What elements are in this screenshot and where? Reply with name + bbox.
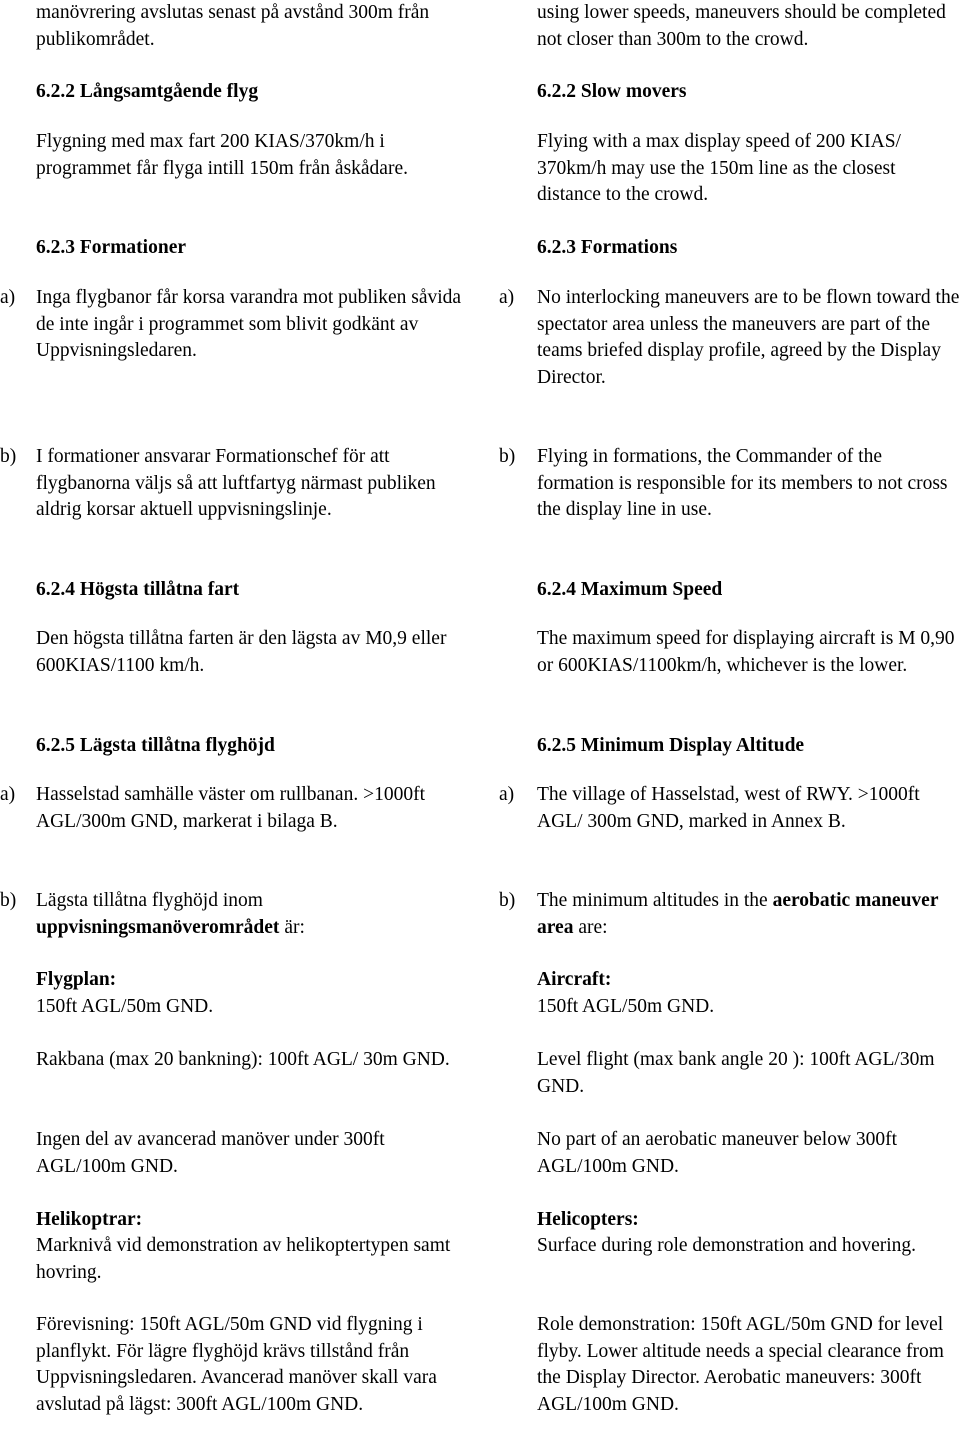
list-marker: b) <box>499 890 516 911</box>
list-item-text: I formationer ansvarar Formationschef för att flygbanorna väljs så att luftfartyg närmast publiken aldrig korsar aktuell uppvisningslinje. <box>36 446 436 521</box>
list-item-text: Flying in formations, the Commander of the formation is responsible for its members to not cross the display line in use. <box>537 446 948 521</box>
sv-aircraft-heading: Flygplan: <box>36 969 117 990</box>
en-aerobatic-limit: No part of an aerobatic maneuver below 300ft AGL/100m GND. <box>537 1129 898 1177</box>
en-para-6-2-4: The maximum speed for displaying aircraft is M 0,90 or 600KIAS/1100km/h, whichever is the lower. <box>537 628 955 676</box>
list-marker: b) <box>0 890 17 911</box>
en-list-item-a-6-2-5 <box>499 782 960 835</box>
en-list-item-b-6-2-5 <box>499 888 960 941</box>
sv-helicopter-heading: Helikoptrar: <box>36 1209 143 1230</box>
sv-list-item-b-6-2-5 <box>0 888 466 941</box>
en-demonstration-text: Role demonstration: 150ft AGL/50m GND for level flyby. Lower altitude needs a special clearance from the Display Director. Aerobatic maneuvers: 300ft AGL/100m GND. <box>537 1314 944 1415</box>
en-list-item-a-6-2-3 <box>499 285 960 391</box>
list-marker: a) <box>0 784 16 805</box>
list-item-text: Lägsta tillåtna flyghöjd inom uppvisningsmanöverområdet är: <box>36 890 305 938</box>
en-para-6-2-2: Flying with a max display speed of 200 KIAS/ 370km/h may use the 150m line as the closest distance to the crowd. <box>537 131 901 206</box>
en-helicopter-heading: Helicopters: <box>537 1209 639 1230</box>
sv-heading-6-2-4: 6.2.4 Högsta tillåtna fart <box>36 579 240 600</box>
sv-intro: manövrering avslutas senast på avstånd 300m från publikområdet. <box>36 2 430 50</box>
sv-demonstration-text: Förevisning: 150ft AGL/50m GND vid flygning i planflykt. För lägre flyghöjd krävs tillstånd från Uppvisningsledaren. Avancerad manöver skall vara avslutad på lägst: 300ft AGL/100m GND. <box>36 1314 437 1415</box>
list-marker: a) <box>499 784 515 805</box>
en-aircraft-heading: Aircraft: <box>537 969 612 990</box>
list-item-text: The village of Hasselstad, west of RWY. >1000ft AGL/ 300m GND, marked in Annex B. <box>537 784 920 832</box>
en-heading-6-2-4: 6.2.4 Maximum Speed <box>537 579 723 600</box>
sv-heading-6-2-5: 6.2.5 Lägsta tillåtna flyghöjd <box>36 735 275 756</box>
list-marker: a) <box>499 287 515 308</box>
en-list-item-b-6-2-3 <box>499 444 960 524</box>
en-helicopter-text: Surface during role demonstration and hovering. <box>537 1235 917 1256</box>
sv-list-item-b-6-2-3 <box>0 444 466 524</box>
en-intro: using lower speeds, maneuvers should be completed not closer than 300m to the crowd. <box>537 2 946 50</box>
list-marker: b) <box>499 446 516 467</box>
list-marker: b) <box>0 446 17 467</box>
en-heading-6-2-3: 6.2.3 Formations <box>537 237 678 258</box>
emphasis-term: uppvisningsmanöverområdet <box>36 916 280 938</box>
list-item-text: Inga flygbanor får korsa varandra mot publiken såvida de inte ingår i programmet som blivit godkänt av Uppvisningsledaren. <box>36 287 462 362</box>
sv-list-item-a-6-2-3 <box>0 285 466 365</box>
sv-heading-6-2-2: 6.2.2 Långsamtgående flyg <box>36 81 259 102</box>
sv-helicopter-text: Marknivå vid demonstration av helikoptertypen samt hovring. <box>36 1235 451 1283</box>
sv-para-6-2-2: Flygning med max fart 200 KIAS/370km/h i programmet får flyga intill 150m från åskådare. <box>36 131 408 179</box>
sv-level-flight: Rakbana (max 20 bankning): 100ft AGL/ 30m GND. <box>36 1049 450 1070</box>
en-level-flight: Level flight (max bank angle 20 ): 100ft AGL/30m GND. <box>537 1049 935 1097</box>
sv-para-6-2-4: Den högsta tillåtna farten är den lägsta av M0,9 eller 600KIAS/1100 km/h. <box>36 628 447 676</box>
sv-aerobatic-limit: Ingen del av avancerad manöver under 300ft AGL/100m GND. <box>36 1129 385 1177</box>
list-item-text: Hasselstad samhälle väster om rullbanan. >1000ft AGL/300m GND, markerat i bilaga B. <box>36 784 425 832</box>
sv-aircraft-altitude: 150ft AGL/50m GND. <box>36 996 214 1017</box>
en-aircraft-altitude: 150ft AGL/50m GND. <box>537 996 715 1017</box>
en-heading-6-2-2: 6.2.2 Slow movers <box>537 81 687 102</box>
emphasis-term: aerobatic maneuver area <box>537 890 939 938</box>
list-item-text: No interlocking maneuvers are to be flown toward the spectator area unless the maneuvers are part of the teams briefed display profile, agreed by the Display Director. <box>537 287 960 388</box>
list-marker: a) <box>0 287 16 308</box>
en-heading-6-2-5: 6.2.5 Minimum Display Altitude <box>537 735 805 756</box>
sv-heading-6-2-3: 6.2.3 Formationer <box>36 237 187 258</box>
list-item-text: The minimum altitudes in the aerobatic maneuver area are: <box>537 890 939 938</box>
sv-list-item-a-6-2-5 <box>0 782 466 835</box>
